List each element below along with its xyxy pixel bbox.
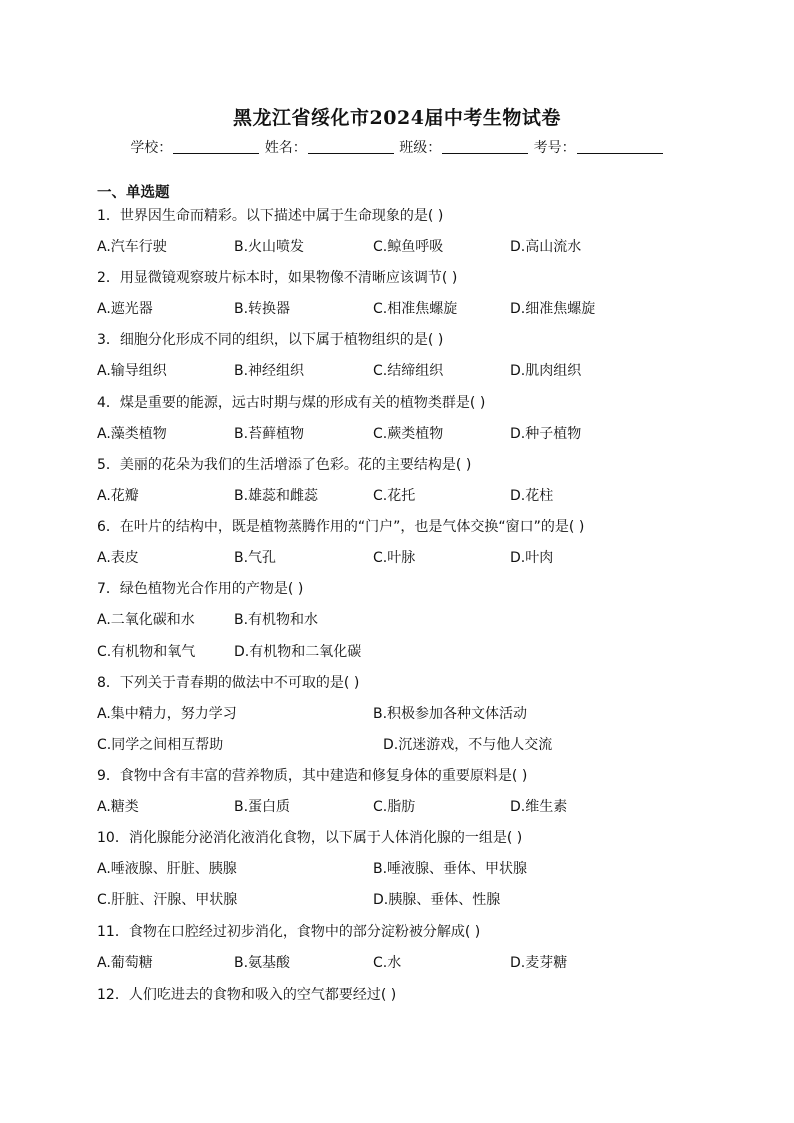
option-c: C.鲸鱼呼吸 <box>373 239 444 255</box>
student-info-line <box>0 137 794 157</box>
name-blank[interactable] <box>308 139 394 154</box>
option-d: D.肌肉组织 <box>510 363 582 379</box>
option-c: C.蕨类植物 <box>373 426 444 442</box>
option-b: B.积极参加各种文体活动 <box>373 706 528 722</box>
option-d: D.叶肉 <box>510 550 554 566</box>
option-b: B.神经组织 <box>234 363 305 379</box>
option-b: B.唾液腺、垂体、甲状腺 <box>373 861 528 877</box>
option-b: B.氨基酸 <box>234 955 291 971</box>
option-d: D.胰腺、垂体、性腺 <box>373 892 501 908</box>
option-a: A.表皮 <box>97 550 139 566</box>
option-b: B.有机物和水 <box>234 612 319 628</box>
school-blank[interactable] <box>173 139 259 154</box>
question-stem: 2．用显微镜观察玻片标本时，如果物像不清晰应该调节( ) <box>97 270 458 286</box>
class-label: 班级： <box>399 140 442 156</box>
option-c: C.脂肪 <box>373 799 416 815</box>
option-c: C.花托 <box>373 488 416 504</box>
option-a: A.输导组织 <box>97 363 167 379</box>
option-c: C.叶脉 <box>373 550 416 566</box>
option-d: D.沉迷游戏，不与他人交流 <box>383 737 553 753</box>
question-stem: 3．细胞分化形成不同的组织，以下属于植物组织的是( ) <box>97 332 444 348</box>
option-c: C.水 <box>373 955 402 971</box>
option-a: A.汽车行驶 <box>97 239 167 255</box>
option-a: A.葡萄糖 <box>97 955 153 971</box>
option-c: C.肝脏、汗腺、甲状腺 <box>97 892 238 908</box>
option-b: B.苔藓植物 <box>234 426 305 442</box>
option-a: A.花瓣 <box>97 488 139 504</box>
option-a: A.唾液腺、肝脏、胰腺 <box>97 861 237 877</box>
question-stem: 5．美丽的花朵为我们的生活增添了色彩。花的主要结构是( ) <box>97 457 472 473</box>
option-c: C.有机物和氧气 <box>97 644 196 660</box>
question-stem: 1．世界因生命而精彩。以下描述中属于生命现象的是( ) <box>97 208 444 224</box>
option-d: D.维生素 <box>510 799 568 815</box>
option-a: A.遮光器 <box>97 301 153 317</box>
option-b: B.火山喷发 <box>234 239 305 255</box>
question-stem: 7．绿色植物光合作用的产物是( ) <box>97 581 304 597</box>
exam-number-blank[interactable] <box>577 139 663 154</box>
option-d: D.高山流水 <box>510 239 582 255</box>
option-a: A.二氧化碳和水 <box>97 612 195 628</box>
option-c: C.同学之间相互帮助 <box>97 737 224 753</box>
option-d: D.细准焦螺旋 <box>510 301 596 317</box>
option-b: B.雄蕊和雌蕊 <box>234 488 319 504</box>
exam-title: 黑龙江省绥化市2024届中考生物试卷 <box>233 107 561 129</box>
option-d: D.花柱 <box>510 488 554 504</box>
question-stem: 10．消化腺能分泌消化液消化食物，以下属于人体消化腺的一组是( ) <box>97 830 523 846</box>
question-stem: 8．下列关于青春期的做法中不可取的是( ) <box>97 675 360 691</box>
question-stem: 6．在叶片的结构中，既是植物蒸腾作用的“门户”，也是气体交换“窗口”的是( ) <box>97 519 585 535</box>
option-d: D.麦芽糖 <box>510 955 568 971</box>
class-blank[interactable] <box>442 139 528 154</box>
name-label: 姓名： <box>264 140 307 156</box>
option-b: B.转换器 <box>234 301 291 317</box>
option-a: A.糖类 <box>97 799 139 815</box>
section-heading: 一、单选题 <box>97 185 170 201</box>
option-d: D.有机物和二氧化碳 <box>234 644 362 660</box>
option-c: C.结缔组织 <box>373 363 444 379</box>
school-label: 学校： <box>130 140 173 156</box>
option-b: B.气孔 <box>234 550 277 566</box>
option-c: C.相准焦螺旋 <box>373 301 458 317</box>
exam-number-label: 考号： <box>533 140 576 156</box>
option-b: B.蛋白质 <box>234 799 291 815</box>
question-stem: 9．食物中含有丰富的营养物质，其中建造和修复身体的重要原料是( ) <box>97 768 528 784</box>
question-stem: 12．人们吃进去的食物和吸入的空气都要经过( ) <box>97 987 397 1003</box>
option-a: A.藻类植物 <box>97 426 167 442</box>
question-stem: 4．煤是重要的能源，远古时期与煤的形成有关的植物类群是( ) <box>97 395 486 411</box>
question-stem: 11．食物在口腔经过初步消化，食物中的部分淀粉被分解成( ) <box>97 924 481 940</box>
option-a: A.集中精力，努力学习 <box>97 706 237 722</box>
option-d: D.种子植物 <box>510 426 582 442</box>
